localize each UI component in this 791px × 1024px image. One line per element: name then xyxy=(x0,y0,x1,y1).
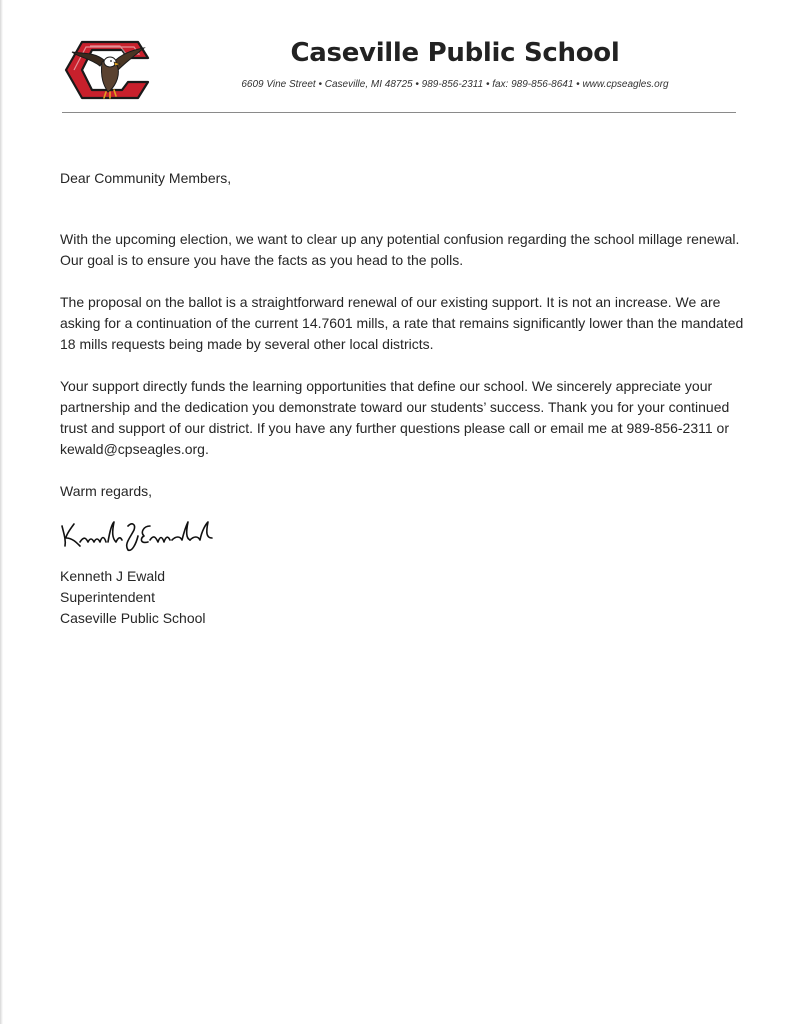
signer-name: Kenneth J Ewald xyxy=(60,568,166,584)
paragraph-proposal: The proposal on the ballot is a straightforward renewal of our existing support. It is not an increase. We are asking for a continuation of the current 14.7601 mills, a rate that remains significantly lower than the mandated 18 mills requests being made by several other local districts. xyxy=(60,294,744,352)
eagle-c-logo-icon xyxy=(60,36,152,104)
letter-body xyxy=(60,168,750,629)
closing: Warm regards, xyxy=(60,483,153,499)
school-name: Caseville Public School xyxy=(290,38,620,68)
handwritten-signature-icon xyxy=(58,514,218,554)
salutation: Dear Community Members, xyxy=(60,170,232,186)
page-edge-shadow xyxy=(0,0,3,1024)
letterhead xyxy=(0,0,791,120)
signer-organization: Caseville Public School xyxy=(60,610,206,626)
signer-title: Superintendent xyxy=(60,589,155,605)
signer-block xyxy=(60,566,750,629)
letterhead-divider xyxy=(62,112,736,113)
paragraph-support: Your support directly funds the learning opportunities that define our school. We sincerely appreciate your partnership and the dedication you demonstrate toward our students’ success. Thank you for your continued trust and support of our district. If you have any further questions please call or email me at 989-856-2311 or kewald@cpseagles.org. xyxy=(60,378,730,457)
paragraph-election: With the upcoming election, we want to clear up any potential confusion regarding the school millage renewal. Our goal is to ensure you have the facts as you head to the polls. xyxy=(60,231,740,268)
school-contact-line: 6609 Vine Street • Caseville, MI 48725 • 989-856-2311 • fax: 989-856-8641 • www.cpseagles.org xyxy=(241,79,669,90)
